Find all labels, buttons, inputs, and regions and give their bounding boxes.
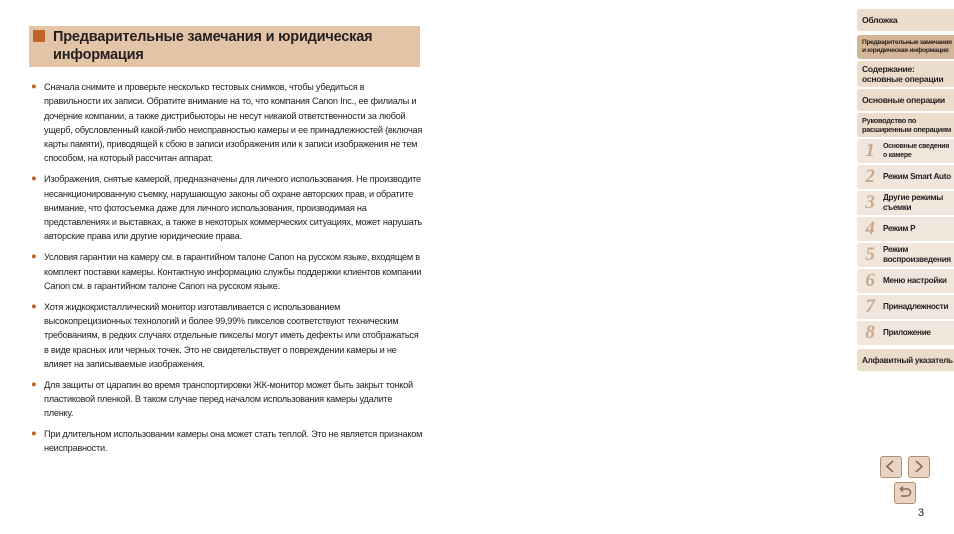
nav-label: Руководство по расширенным операциям: [862, 115, 952, 134]
nav-cover[interactable]: [857, 9, 954, 31]
nav-chapter-3[interactable]: [857, 191, 954, 215]
chapter-number: 4: [865, 218, 875, 239]
nav-contents[interactable]: [857, 61, 954, 87]
nav-index[interactable]: [857, 349, 954, 371]
prev-page-button[interactable]: [880, 456, 902, 478]
list-item-text: Сначала снимите и проверьте несколько тестовых снимков, чтобы убедиться в правильности их записи. Обратите внимание на то, что компания Canon Inc., ее филиалы и дочерние компании, а также дистрибьюторы не несут никакой ответственности за любой ущерб, обусловленный какой-либо неисправностью камеры и ее принадлежностей (включая карты памяти), приводящей к сбою в записи изображения или к записи изображения не тем способом, на который рассчитан аппарат.: [44, 82, 423, 164]
nav-basic-operations[interactable]: [857, 89, 954, 111]
chapter-number: 1: [865, 140, 875, 161]
chapter-number: 6: [865, 270, 875, 291]
chapter-number: 8: [865, 322, 875, 343]
list-item-text: Хотя жидкокристаллический монитор изготавливается с использованием высокопрецизионных технологий и более 99,99% пикселов соответствуют техническим требованиям, в редких случаях отдельные пикселы могут иметь дефекты или отображаться в виде красных или черных точек. Это не свидетельствует о повреждении камеры и не влияет на записываемые изображения.: [44, 301, 419, 369]
nav-chapter-1[interactable]: [857, 139, 954, 163]
nav-preliminary[interactable]: [857, 35, 954, 59]
nav-chapter-7[interactable]: [857, 295, 954, 319]
section-title-bar: [29, 26, 420, 67]
list-item: [31, 172, 423, 243]
chapter-label: Принадлежности: [883, 302, 949, 311]
chapter-label: Режим воспроизведения: [883, 245, 951, 264]
page-title: Предварительные замечания и юридическая информация: [53, 29, 373, 63]
chapter-number: 5: [865, 244, 875, 265]
chapter-label: Меню настройки: [883, 276, 947, 285]
chapter-number: 7: [865, 296, 875, 317]
next-page-button[interactable]: [908, 456, 930, 478]
bullet-icon: ●: [31, 251, 37, 263]
title-square-icon: [33, 30, 45, 42]
nav-chapter-5[interactable]: [857, 243, 954, 267]
list-item: [31, 250, 423, 293]
return-arrow-icon: [895, 483, 914, 502]
nav-chapter-4[interactable]: [857, 217, 954, 241]
nav-chapter-6[interactable]: [857, 269, 954, 293]
list-item: [31, 80, 423, 166]
chapter-label: Основные сведения о камере: [883, 143, 950, 159]
chapter-number: 2: [865, 166, 875, 187]
nav-chapter-2[interactable]: [857, 165, 954, 189]
bullet-icon: ●: [31, 300, 37, 312]
bullet-icon: ●: [31, 173, 37, 185]
chapter-label: Режим Smart Auto: [883, 172, 951, 181]
nav-label: Алфавитный указатель: [862, 355, 953, 365]
nav-label: Основные операции: [862, 95, 945, 105]
bullet-icon: ●: [31, 378, 37, 390]
chapter-label: Режим P: [883, 224, 916, 233]
bullet-icon: ●: [31, 81, 37, 92]
list-item: [31, 300, 423, 371]
page-number: 3: [918, 507, 925, 519]
list-item-text: При длительном использовании камеры она может стать теплой. Это не является признаком неисправности.: [44, 429, 423, 454]
bullet-icon: ●: [31, 428, 37, 440]
return-button[interactable]: [894, 482, 916, 504]
list-item-text: Для защиты от царапин во время транспортировки ЖК-монитор может быть закрыт тонкой пластиковой пленкой. В таком случае перед началом использования камеры удалите пленку.: [44, 379, 413, 419]
list-item: [31, 427, 423, 456]
main-content: [31, 80, 423, 462]
list-item: [31, 378, 423, 421]
arrow-left-icon: [881, 457, 900, 476]
list-item-text: Условия гарантии на камеру см. в гарантийном талоне Canon на русском языке, входящем в комплект поставки камеры. Контактную информацию службы поддержки клиентов компании Canon см. в гарантийном талоне Canon на русском языке.: [44, 252, 422, 291]
nav-chapter-8[interactable]: [857, 321, 954, 345]
arrow-right-icon: [909, 457, 928, 476]
chapter-number: 3: [865, 192, 875, 213]
chapter-label: Приложение: [883, 328, 931, 337]
nav-advanced-guide[interactable]: [857, 113, 954, 137]
nav-label: Предварительные замечания и юридическая информация: [862, 38, 952, 54]
chapter-label: Другие режимы съемки: [883, 193, 943, 212]
nav-label: Обложка: [862, 15, 898, 25]
nav-label: Содержание: основные операции: [862, 63, 944, 84]
list-item-text: Изображения, снятые камерой, предназначены для личного использования. Не производите несанкционированную съемку, нарушающую законы об охране авторских прав, и обратите внимание, что фотосъемка даже для личного использования, производимая на представлениях и выставках, а также в некоторых коммерческих ситуациях, может нарушать авторские права или другие юридические права.: [44, 174, 422, 242]
